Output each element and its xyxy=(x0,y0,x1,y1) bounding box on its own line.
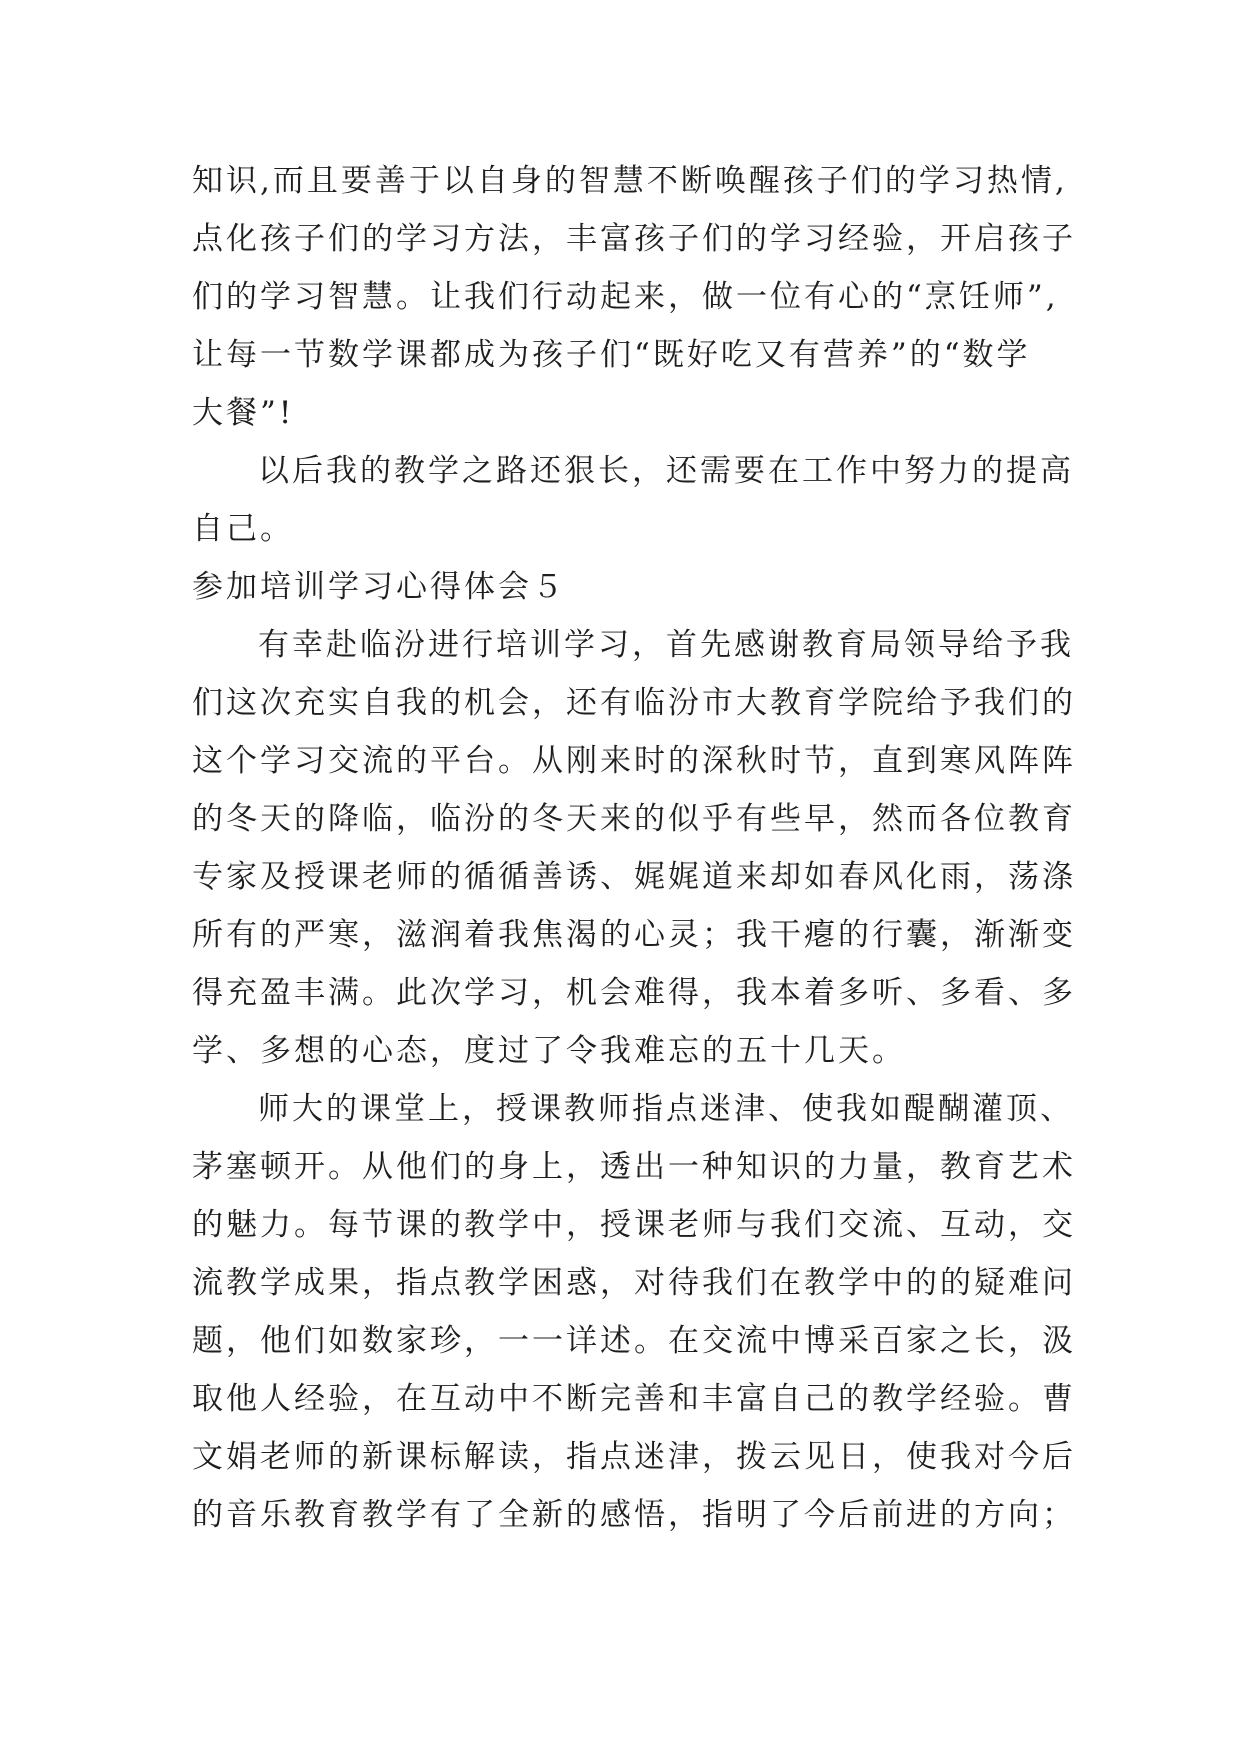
text-line: 的魅力。每节课的教学中，授课老师与我们交流、互动，交 xyxy=(192,1207,1076,1243)
text-line: 得充盈丰满。此次学习，机会难得，我本着多听、多看、多 xyxy=(192,975,1076,1011)
document-body xyxy=(192,152,1092,1544)
text-line: 题，他们如数家珍，一一详述。在交流中博采百家之长，汲 xyxy=(192,1323,1076,1359)
text-line: 知识,而且要善于以自身的智慧不断唤醒孩子们的学习热情, xyxy=(192,163,1068,199)
text-line: 自己。 xyxy=(192,511,294,547)
text-line: 大餐”! xyxy=(192,395,295,431)
text-line: 点化孩子们的学习方法，丰富孩子们的学习经验，开启孩子 xyxy=(192,221,1076,257)
text-line: 取他人经验，在互动中不断完善和丰富自己的教学经验。曹 xyxy=(192,1381,1076,1417)
text-line: 让每一节数学课都成为孩子们“既好吃又有营养”的“数学 xyxy=(192,337,1031,373)
section-heading: 参加培训学习心得体会５ xyxy=(192,569,566,605)
text-line: 文娟老师的新课标解读，指点迷津，拨云见日，使我对今后 xyxy=(192,1439,1076,1475)
text-line: 流教学成果，指点教学困惑，对待我们在教学中的的疑难问 xyxy=(192,1265,1076,1301)
text-line: 们的学习智慧。让我们行动起来，做一位有心的“烹饪师”, xyxy=(192,279,1059,315)
text-line: 们这次充实自我的机会，还有临汾市大教育学院给予我们的 xyxy=(192,685,1076,721)
text-line: 这个学习交流的平台。从刚来时的深秋时节，直到寒风阵阵 xyxy=(192,743,1076,779)
text-line: 所有的严寒，滋润着我焦渴的心灵；我干瘪的行囊，渐渐变 xyxy=(192,917,1076,953)
text-line: 学、多想的心态，度过了令我难忘的五十几天。 xyxy=(192,1033,906,1069)
text-line: 的冬天的降临，临汾的冬天来的似乎有些早，然而各位教育 xyxy=(192,801,1076,837)
text-line: 茅塞顿开。从他们的身上，透出一种知识的力量，教育艺术 xyxy=(192,1149,1076,1185)
paragraph-first-line: 师大的课堂上，授课教师指点迷津、使我如醍醐灌顶、 xyxy=(258,1091,1074,1127)
paragraph-first-line: 有幸赴临汾进行培训学习，首先感谢教育局领导给予我 xyxy=(258,627,1074,663)
text-line: 的音乐教育教学有了全新的感悟，指明了今后前进的方向； xyxy=(192,1497,1076,1533)
text-line: 专家及授课老师的循循善诱、娓娓道来却如春风化雨，荡涤 xyxy=(192,859,1076,895)
paragraph-first-line: 以后我的教学之路还狠长，还需要在工作中努力的提高 xyxy=(258,453,1074,489)
